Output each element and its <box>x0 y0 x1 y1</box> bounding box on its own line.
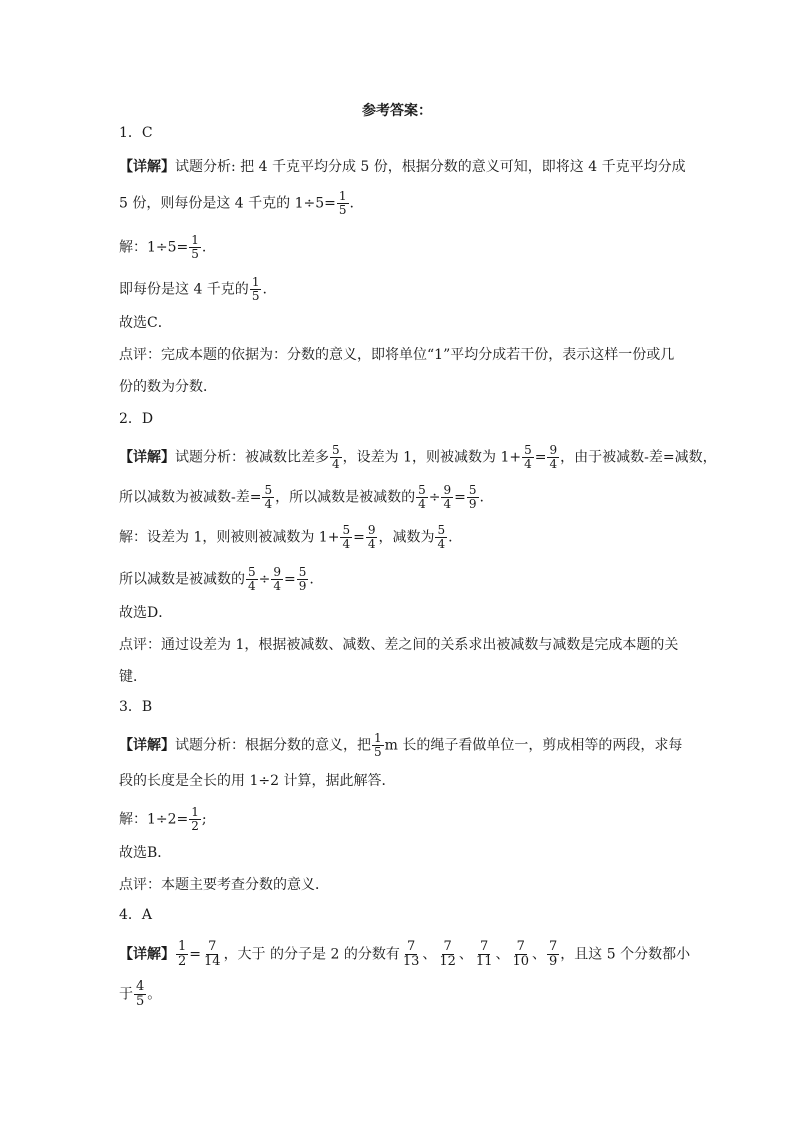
fraction: $\frac{7}{11}$ <box>475 939 493 969</box>
q1-tag: 【详解】 <box>119 159 175 175</box>
q2-number: 2．D <box>119 411 154 427</box>
fraction: $\frac{1}{5}$ <box>374 731 382 759</box>
fraction: $\frac{5}{4}$ <box>342 523 351 551</box>
fraction: $\frac{5}{9}$ <box>468 483 477 511</box>
q2-solution: 解：设差为 1，则被则被减数为 1+ $\frac{5}{4}$ = $\frac{9}{4}$ ，减数为 $\frac{5}{4}$ . <box>119 523 453 551</box>
fraction: $\frac{1}{5}$ <box>251 275 260 303</box>
fraction: $\frac{1}{2}$ <box>191 805 199 833</box>
q1-analysis-line1: 【详解】试题分析: 把 4 千克平均分成 5 份，根据分数的意义可知，即将这 4 千克平均分成 <box>119 159 686 175</box>
fraction: $\frac{5}{4}$ <box>264 483 273 511</box>
fraction: $\frac{7}{13}$ <box>402 939 420 969</box>
fraction: $\frac{9}{4}$ <box>549 443 558 471</box>
fraction: $\frac{5}{4}$ <box>418 483 426 511</box>
fraction: $\frac{5}{4}$ <box>332 443 340 471</box>
fraction: $\frac{7}{14}$ <box>204 939 221 969</box>
page-title: 参考答案： <box>362 103 432 119</box>
q2-analysis-line2: 所以减数为被减数-差= $\frac{5}{4}$ ，所以减数是被减数的 $\frac{5}{4}$ ÷ $\frac{9}{4}$ = $\frac{5}{9}$ . <box>119 483 484 511</box>
q1-analysis-line2: 5 份，则每份是这 4 千克的 1÷5= $\frac{1}{5}$ . <box>119 189 354 217</box>
fraction: $\frac{4}{5}$ <box>136 979 145 1009</box>
q1-answer: 即每份是这 4 千克的 $\frac{1}{5}$ . <box>119 275 267 303</box>
q4-analysis-line2: 于 $\frac{4}{5}$ 。 <box>119 979 162 1009</box>
q3-number: 3．B <box>119 699 153 715</box>
fraction: $\frac{5}{4}$ <box>248 565 256 593</box>
fraction: $\frac{9}{4}$ <box>443 483 452 511</box>
q1-comment-line2: 份的数为分数． <box>119 379 217 395</box>
q2-answer: 所以减数是被减数的 $\frac{5}{4}$ ÷ $\frac{9}{4}$ = $\frac{5}{9}$ . <box>119 565 314 593</box>
fraction: $\frac{9}{4}$ <box>367 523 376 551</box>
q3-choice: 故选B． <box>119 845 172 861</box>
fraction: $\frac{7}{10}$ <box>512 939 530 969</box>
q1-comment-line1: 点评：完成本题的依据为：分数的意义，即将单位“1”平均分成若干份，表示这样一份或几 <box>119 347 675 363</box>
q1-choice: 故选C． <box>119 315 172 331</box>
q4-number: 4．A <box>119 907 153 923</box>
fraction: $\frac{1}{5}$ <box>338 189 347 217</box>
q3-comment: 点评：本题主要考查分数的意义． <box>119 877 329 893</box>
q2-comment-line1: 点评：通过设差为 1，根据被减数、减数、差之间的关系求出被减数与减数是完成本题的关 <box>119 637 679 653</box>
q3-analysis-line2: 段的长度是全长的用 1÷2 计算，据此解答． <box>119 773 396 789</box>
fraction: $\frac{1}{5}$ <box>191 233 199 261</box>
q3-analysis-line1: 【详解】试题分析：根据分数的意义，把 $\frac{1}{5}$ m 长的绳子看做单位一，剪成相等的两段，求每 <box>119 731 683 759</box>
q1-number: 1．C <box>119 125 153 141</box>
q2-analysis-line1: 【详解】试题分析：被减数比差多 $\frac{5}{4}$ ，设差为 1，则被减数为 1+ $\frac{5}{4}$ = $\frac{9}{4}$ ，由于被减数-差=减数， <box>119 443 717 471</box>
q4-analysis-line1: 【详解】 $\frac{1}{2}$ = $\frac{7}{14}$ ，大于 的分子是 2 的分数有 $\frac{7}{13}$ 、 $\frac{7}{12}$ 、 $\frac{7}{11}$ 、 $\frac{7}{10}$ 、 $\frac{7}{9}$ ，且这 5 个分数都小 <box>119 939 691 969</box>
fraction: $\frac{1}{2}$ <box>178 939 187 969</box>
fraction: $\frac{5}{4}$ <box>437 523 446 551</box>
q2-choice: 故选D． <box>119 605 173 621</box>
fraction: $\frac{5}{9}$ <box>298 565 307 593</box>
q3-solution: 解：1÷2= $\frac{1}{2}$ ; <box>119 805 207 833</box>
fraction: $\frac{9}{4}$ <box>273 565 282 593</box>
fraction: $\frac{7}{12}$ <box>439 939 456 969</box>
fraction: $\frac{5}{4}$ <box>524 443 532 471</box>
q2-comment-line2: 键． <box>119 669 147 685</box>
fraction: $\frac{7}{9}$ <box>549 939 558 969</box>
q1-solution: 解：1÷5= $\frac{1}{5}$ . <box>119 233 207 261</box>
